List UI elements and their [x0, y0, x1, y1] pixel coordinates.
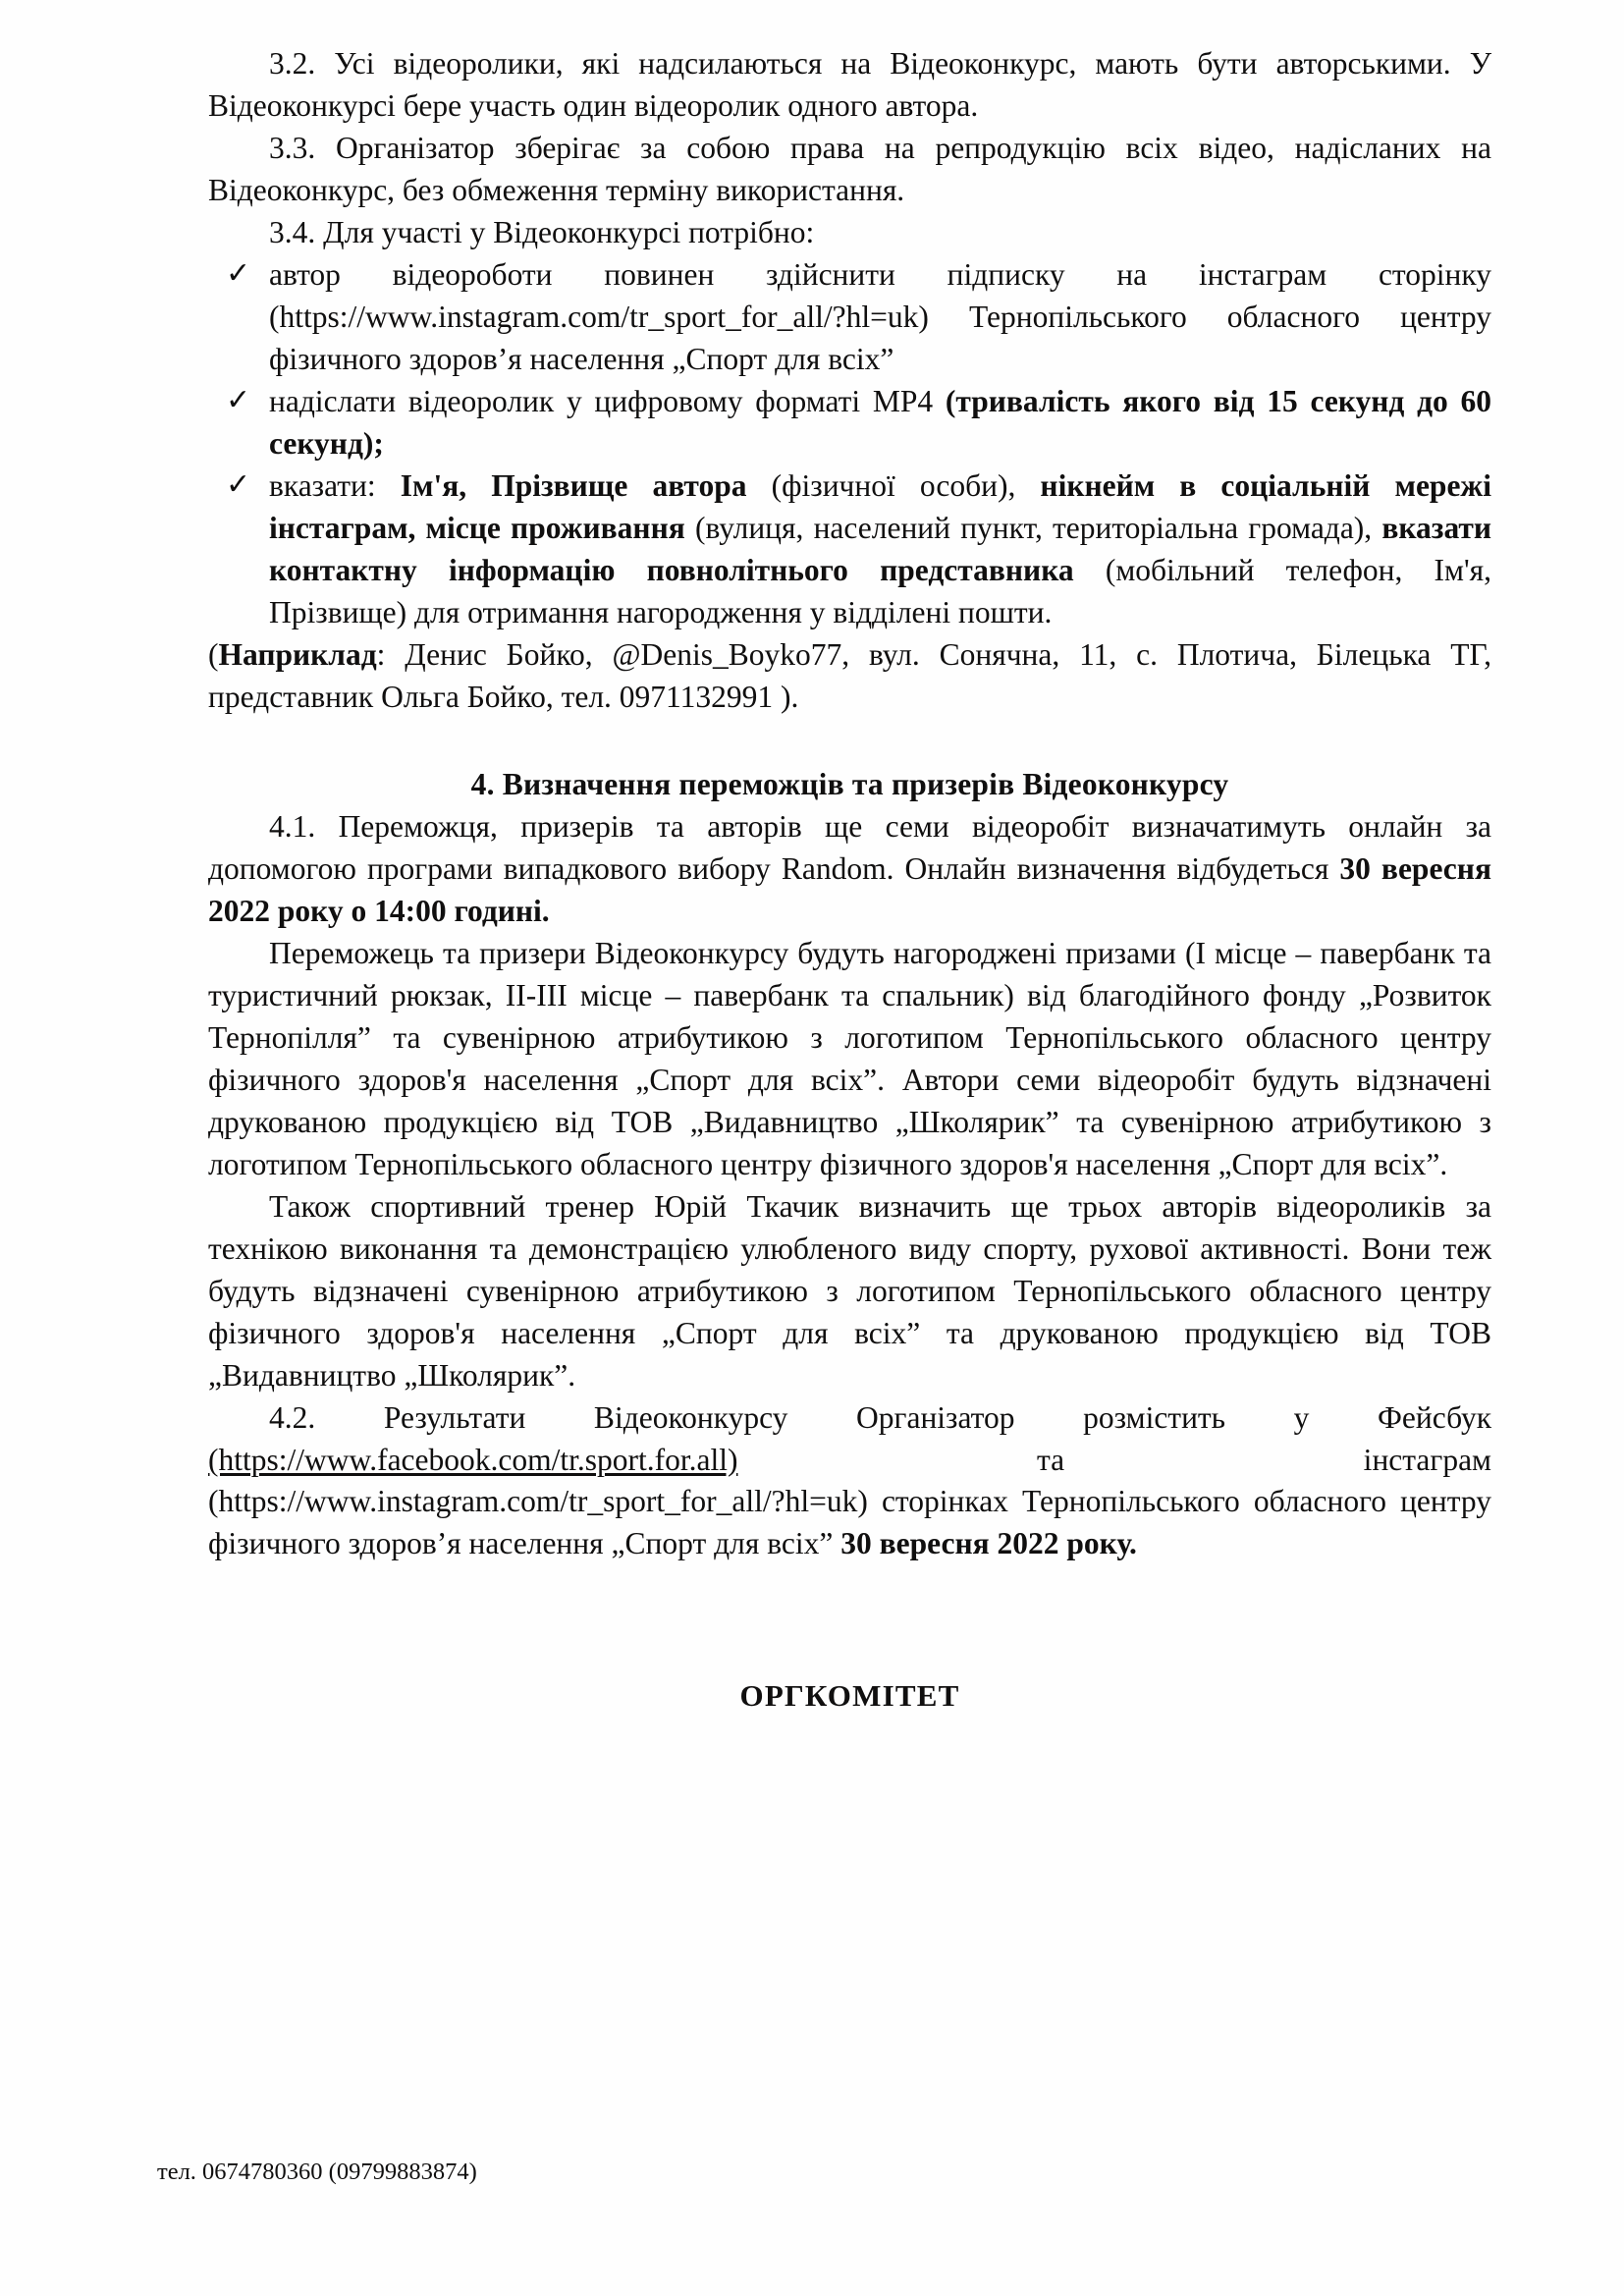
spacer	[208, 719, 1491, 729]
clause-3-2-text: Усі відеоролики, які надсилаються на Відеоконкурс, мають бути авторськими. У Відеоконкурсі бере участь один відеоролик одного автора.	[208, 46, 1491, 123]
clause-3-4-number: 3.4.	[269, 214, 316, 249]
facebook-url[interactable]: (https://www.facebook.com/tr.sport.for.all)	[208, 1442, 738, 1477]
clause-4-1-text: Переможця, призерів та авторів ще семи відеоробіт визначатимуть онлайн за допомогою програми випадкового вибору Random. Онлайн визначення відбудеться	[208, 808, 1492, 886]
clause-3-2	[208, 43, 1491, 128]
requirement-format-text: надіслати відеоролик у цифровому форматі МР4	[269, 383, 934, 418]
example-text: : Денис Бойко, @Denis_Boyko77, вул. Сонячна, 11, с. Плотича, Білецька ТГ, представник Ольга Бойко, тел. 0971132991 ).	[208, 636, 1491, 714]
section-4-heading: 4. Визначення переможців та призерів Відеоконкурсу	[470, 766, 1229, 801]
clause-4-1-number: 4.1.	[269, 808, 316, 844]
requirement-instagram-owner: Тернопільського обласного центру фізичного здоров’я населення „Спорт для всіх”	[269, 299, 1491, 376]
requirement-representative-bold: вказати контактну інформацію повнолітнього представника	[269, 510, 1492, 587]
clause-3-3-number: 3.3.	[269, 130, 316, 165]
list-item	[208, 381, 1491, 465]
clause-4-2-number: 4.2.	[269, 1399, 316, 1435]
clause-4-1-date: 30 вересня 2022 року о 14:00 годині.	[208, 850, 1491, 928]
clause-3-4-text: Для участі у Відеоконкурсі потрібно:	[323, 214, 815, 249]
requirement-address-plain: (вулиця, населений пункт, територіальна громада),	[694, 510, 1373, 545]
requirement-name-bold: Ім'я, Прізвище автора	[400, 467, 747, 503]
instagram-url-secondary[interactable]: (https://www.instagram.com/tr_sport_for_all/?hl=uk)	[208, 1484, 868, 1519]
requirement-person-plain: (фізичної особи),	[771, 467, 1016, 503]
clause-3-4	[208, 212, 1491, 254]
requirement-details-lead: вказати:	[269, 467, 376, 503]
clause-3-3	[208, 128, 1491, 212]
list-item	[208, 254, 1491, 381]
instagram-url[interactable]: (https://www.instagram.com/tr_sport_for_all/?hl=uk)	[269, 299, 929, 334]
clause-4-2	[208, 1397, 1491, 1566]
clause-4-2-text-part3: сторінках Тернопільського обласного центру фізичного здоров’я населення „Спорт для всіх”	[208, 1484, 1492, 1561]
clause-4-2-text-part1: Результати Відеоконкурсу Організатор розмістить у Фейсбук	[383, 1399, 1492, 1435]
checkmark-icon: ✓	[226, 255, 251, 291]
list-item	[208, 465, 1491, 634]
signature-orgkomitet: ОРГКОМІТЕТ	[739, 1678, 960, 1714]
clause-4-1	[208, 806, 1491, 933]
example-label: Наприклад	[218, 636, 377, 672]
requirement-nickname-bold: нікнейм в соціальній мережі інстаграм, місце проживання	[269, 467, 1492, 545]
footer-phone-line: тел. 0674780360 (09799883874)	[157, 2159, 477, 2185]
clause-4-2-date: 30 вересня 2022 року.	[840, 1526, 1137, 1561]
checkmark-icon: ✓	[226, 466, 251, 502]
requirement-contacts-plain: (мобільний телефон, Ім'я, Прізвище) для отримання нагородження у відділені пошти.	[269, 552, 1492, 629]
clause-3-3-text: Організатор зберігає за собою права на репродукцію всіх відео, надісланих на Відеоконкурс, без обмеження терміну використання.	[208, 130, 1491, 207]
requirements-list	[208, 254, 1491, 634]
document-body	[208, 43, 1491, 1718]
example-open-paren: (	[208, 636, 219, 672]
example-paragraph	[208, 634, 1491, 719]
requirement-duration-bold: (тривалість якого від 15 секунд до 60 секунд);	[269, 383, 1492, 461]
clause-3-2-number: 3.2.	[269, 46, 316, 81]
clause-4-2-text-part2: та інстаграм	[1037, 1442, 1491, 1477]
prizes-paragraph: Переможець та призери Відеоконкурсу будуть нагороджені призами (I місце – павербанк та туристичний рюкзак, II-III місце – павербанк та спальник) від благодійного фонду „Розвиток Тернопілля” та сувенірною атрибутикою з логотипом Тернопільського обласного центру фізичного здоров'я населення „Спорт для всіх”. Автори семи відеоробіт будуть відзначені друкованою продукцією від ТОВ „Видавництво „Школярик” та сувенірною атрибутикою з логотипом Тернопільського обласного центру фізичного здоров'я населення „Спорт для всіх”.	[208, 935, 1491, 1181]
trainer-paragraph: Також спортивний тренер Юрій Ткачик визначить ще трьох авторів відеороликів за технікою виконання та демонстрацією улюбленого виду спорту, рухової активності. Вони теж будуть відзначені сувенірною атрибутикою з логотипом Тернопільського обласного центру фізичного здоров'я населення „Спорт для всіх” та друкованою продукцією від ТОВ „Видавництво „Школярик”.	[208, 1188, 1491, 1393]
checkmark-icon: ✓	[226, 382, 251, 417]
requirement-instagram-text: автор відеороботи повинен здійснити підписку на інстаграм сторінку	[269, 256, 1491, 292]
